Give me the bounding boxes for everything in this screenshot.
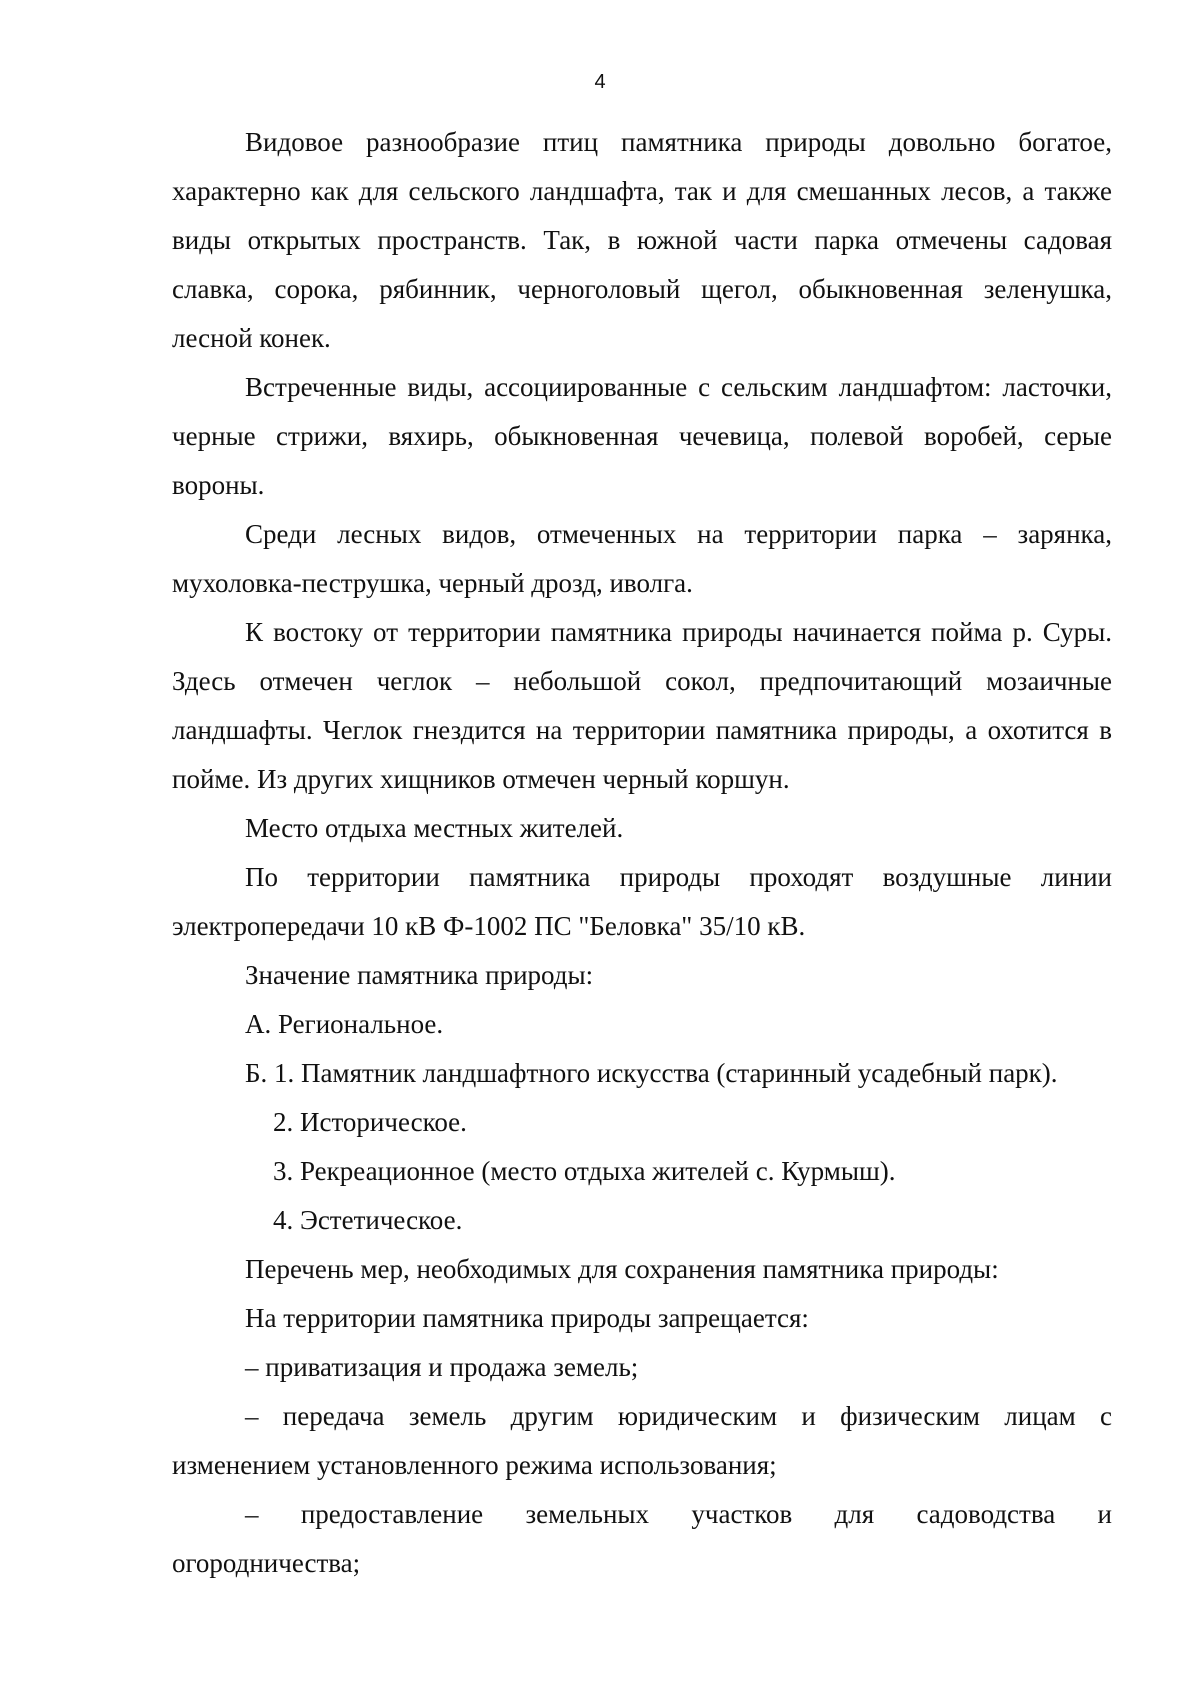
paragraph-significance-regional: А. Региональное.: [245, 1009, 444, 1039]
paragraph-significance-item-1: Б. 1. Памятник ландшафтного искусства (старинный усадебный парк).: [245, 1058, 1058, 1088]
paragraph-forest-species: Среди лесных видов, отмеченных на территории парка – зарянка, мухоловка-пеструшка, черный дрозд, иволга.: [172, 519, 1112, 598]
list-item-land-transfer: – передача земель другим юридическим и физическим лицам с изменением установленного режима использования;: [172, 1401, 1112, 1480]
paragraph-significance-item-3: 3. Рекреационное (место отдыха жителей с. Курмыш).: [273, 1156, 896, 1186]
paragraph-significance-item-4: 4. Эстетическое.: [273, 1205, 463, 1235]
paragraph-significance-heading: Значение памятника природы:: [245, 960, 594, 990]
document-body: [172, 118, 1112, 1588]
paragraph-bird-diversity: Видовое разнообразие птиц памятника природы довольно богатое, характерно как для сельского ландшафта, так и для смешанных лесов, а также виды открытых пространств. Так, в южной части парка отмечены садовая славка, сорока, рябинник, черноголовый щегол, обыкновенная зеленушка, лесной конек.: [172, 127, 1112, 353]
paragraph-power-lines: По территории памятника природы проходят воздушные линии электропередачи 10 кВ Ф-1002 ПС "Беловка" 35/10 кВ.: [172, 862, 1112, 941]
paragraph-rural-species: Встреченные виды, ассоциированные с сельским ландшафтом: ласточки, черные стрижи, вяхирь, обыкновенная чечевица, полевой воробей, серые вороны.: [172, 372, 1112, 500]
list-item-gardening-plots: – предоставление земельных участков для садоводства и огородничества;: [172, 1499, 1112, 1578]
page-number: 4: [594, 71, 606, 93]
paragraph-significance-item-2: 2. Историческое.: [273, 1107, 467, 1137]
list-item-privatization: – приватизация и продажа земель;: [245, 1352, 639, 1382]
paragraph-prohibitions-heading: На территории памятника природы запрещается:: [245, 1303, 809, 1333]
paragraph-recreation-place: Место отдыха местных жителей.: [245, 813, 624, 843]
paragraph-sura-floodplain: К востоку от территории памятника природы начинается пойма р. Суры. Здесь отмечен чеглок – небольшой сокол, предпочитающий мозаичные ландшафты. Чеглок гнездится на территории памятника природы, а охотится в пойме. Из других хищников отмечен черный коршун.: [172, 617, 1112, 794]
paragraph-measures-heading: Перечень мер, необходимых для сохранения памятника природы:: [245, 1254, 999, 1284]
